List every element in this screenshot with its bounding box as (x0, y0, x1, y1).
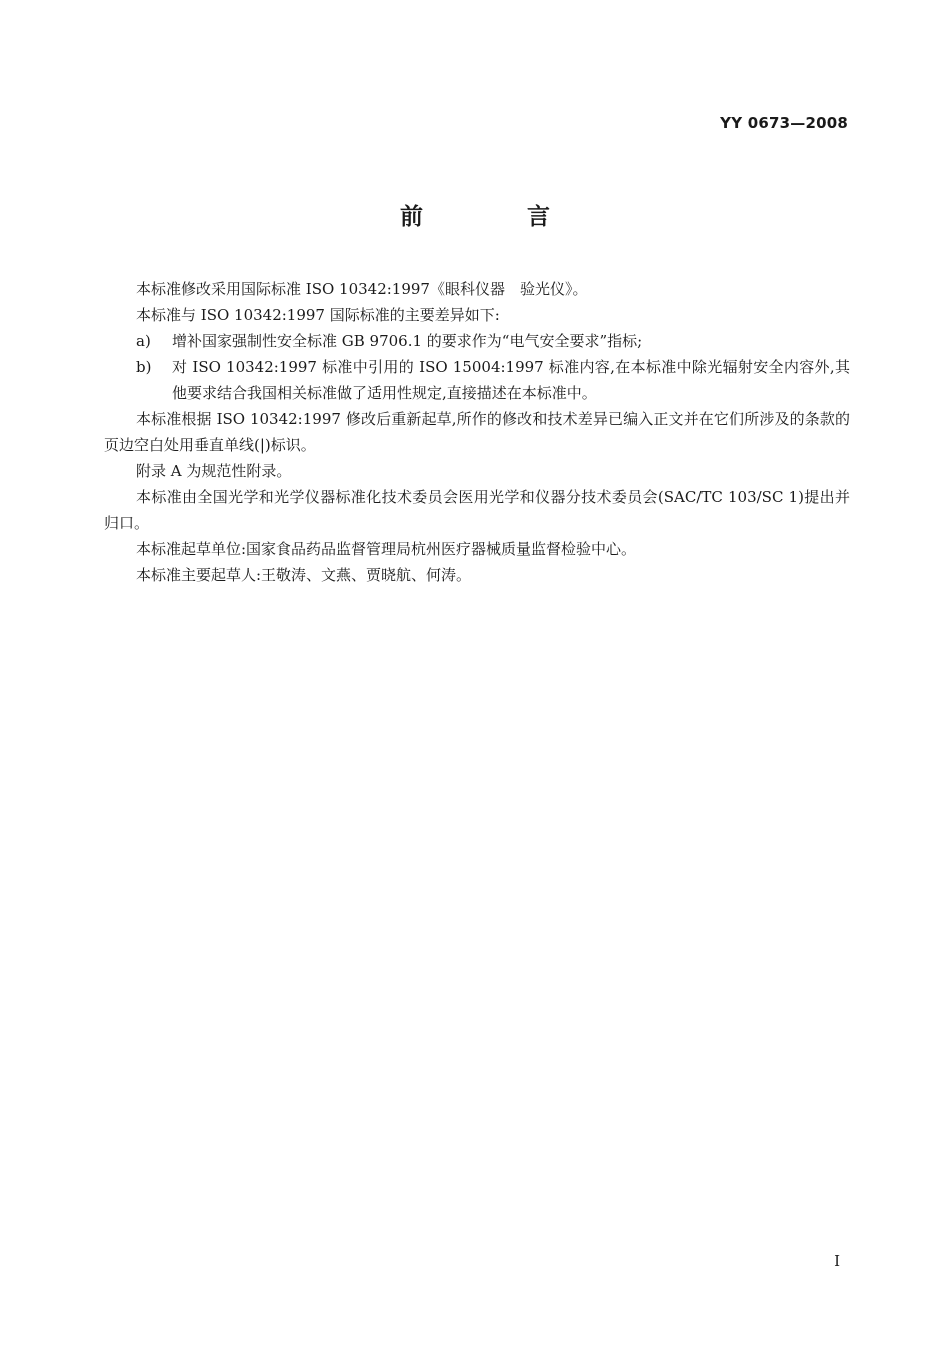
paragraph-differences-intro: 本标准与 ISO 10342:1997 国际标准的主要差异如下: (136, 306, 500, 324)
page-title: 前 言 (399, 204, 598, 230)
paragraph-proposer: 本标准由全国光学和光学仪器标准化技术委员会医用光学和仪器分技术委员会(SAC/TC 103/SC 1)提出并归口。 (104, 488, 850, 532)
list-text-a: 增补国家强制性安全标准 GB 9706.1 的要求作为“电气安全要求”指标; (172, 332, 643, 350)
standard-code: YY 0673—2008 (720, 114, 848, 132)
paragraph-adoption: 本标准修改采用国际标准 ISO 10342:1997《眼科仪器 验光仪》。 (136, 280, 588, 298)
page-number: I (834, 1252, 840, 1270)
list-marker-b: b) (136, 358, 152, 376)
list-marker-a: a) (136, 332, 151, 350)
paragraph-annex: 附录 A 为规范性附录。 (136, 462, 292, 480)
paragraph-redrafting: 本标准根据 ISO 10342:1997 修改后重新起草,所作的修改和技术差异已编入正文并在它们所涉及的条款的页边空白处用垂直单线(|)标识。 (104, 410, 850, 454)
paragraph-drafting-unit: 本标准起草单位:国家食品药品监督管理局杭州医疗器械质量监督检验中心。 (136, 540, 637, 558)
foreword-body (104, 276, 850, 588)
list-item-a (104, 328, 850, 354)
list-text-b: 对 ISO 10342:1997 标准中引用的 ISO 15004:1997 标准内容,在本标准中除光辐射安全内容外,其他要求结合我国相关标准做了适用性规定,直接描述在本标准中。 (172, 358, 850, 402)
list-item-b (104, 354, 850, 406)
paragraph-drafters: 本标准主要起草人:王敬涛、文燕、贾晓航、何涛。 (136, 566, 472, 584)
